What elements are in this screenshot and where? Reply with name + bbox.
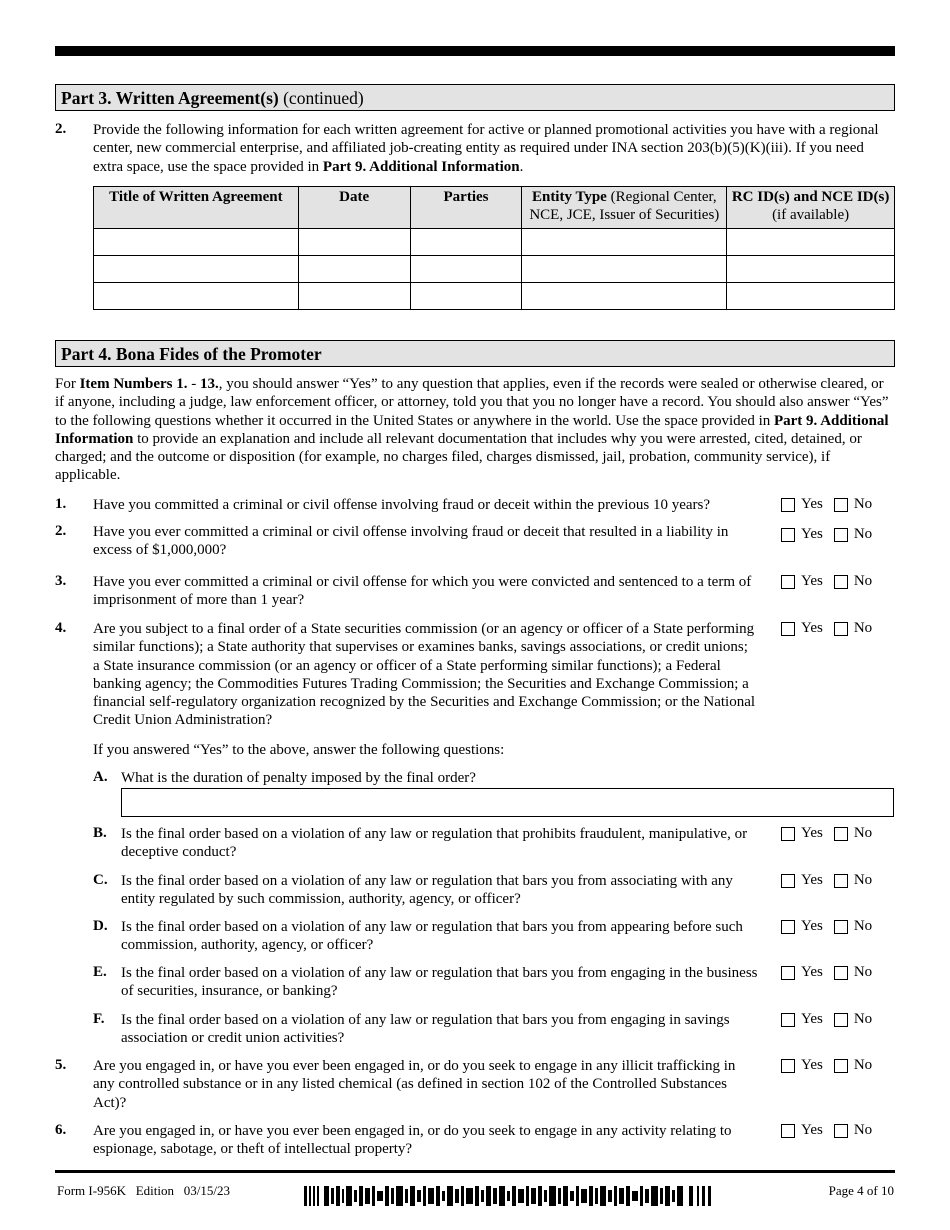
col5-label-rest: (if available) [772,207,850,224]
no-label: No [853,872,873,888]
q4-text: Are you subject to a final order of a State securities commission (or an agency or officer of a State performing similar functions); a State authority that supervises or examines banks, savings associations, or credit unions; a State insurance commission (or an agency or officer of a State performing similar functions); a Federal banking agency; the Commodities Futures Trading Commission; the Securities and Exchange Commission; a financial self-regulatory organization recognized by the Securities and Exchange Commission; or the National Credit Union Administration? [93,621,756,729]
q1-no-checkbox[interactable] [834,498,848,512]
q4e-text: Is the final order based on a violation of any law or regulation that bars you from engaging in the business of securities, insurance, or banking? [121,965,758,1000]
q4f-no-checkbox[interactable] [834,1013,848,1027]
q3-text: Have you ever committed a criminal or civil offense for which you were convicted and sentenced to a term of imprisonment of more than 1 year? [93,574,752,609]
q1-text: Have you committed a criminal or civil offense involving fraud or deceit within the previous 10 years? [93,497,711,513]
col-parties-header [410,187,522,229]
col4-label-bold: Entity Type [531,189,607,205]
q1-yes-checkbox[interactable] [781,498,795,512]
q2-yes-checkbox[interactable] [781,528,795,542]
yes-label: Yes [801,526,823,542]
part3-q2-text-a: Provide the following information for each written agreement for active or planned promotional activities you have with a regional center, new commercial enterprise, and affiliated job-creating entity as required under INA section 203(b)(5)(K)(iii). If you need extra space, use the space provided in [93,122,879,175]
yes-label: Yes [801,1011,823,1027]
no-label: No [853,496,873,512]
form-edition: Form I-956K Edition 03/15/23 [57,1183,230,1198]
q4-number: 4. [55,620,67,636]
table-cell[interactable] [298,282,410,309]
no-label: No [853,825,873,841]
part4-header [55,340,895,367]
q4c-yes-no [781,872,872,889]
q4e-no-checkbox[interactable] [834,966,848,980]
yes-label: Yes [801,1057,823,1073]
q4a-letter: A. [93,769,108,785]
q5-number: 5. [55,1057,67,1073]
q4b-yes-no [781,825,872,842]
intro-b: , you should answer “Yes” to any question that applies, even if the records were sealed or otherwise cleared, or if anyone, including a judge, law enforcement officer, or attorney, told you that you no longer have a record. You should also answer “Yes” to the following questions whether it occurred in the United States or anywhere in the world. Use the space provided in [55,376,889,429]
q2-number: 2. [55,523,67,539]
q6-yes-checkbox[interactable] [781,1124,795,1138]
yes-label: Yes [801,620,823,636]
no-label: No [853,620,873,636]
q4b-text: Is the final order based on a violation of any law or regulation that prohibits fraudulent, manipulative, or deceptive conduct? [121,826,748,861]
table-cell[interactable] [522,255,727,282]
yes-label: Yes [801,1122,823,1138]
table-cell[interactable] [94,228,299,255]
part4-title: Part 4. Bona Fides of the Promoter [61,344,322,364]
q5-text: Are you engaged in, or have you ever been engaged in, or do you seek to engage in any illicit trafficking in any controlled substance or in any listed chemical (as defined in section 102 of the Controlled Substances Act)? [93,1058,736,1111]
q3-no-checkbox[interactable] [834,575,848,589]
q4e-yes-no [781,964,872,981]
penalty-duration-input[interactable] [121,788,894,817]
col-entity-type-header [522,187,727,229]
q4c-yes-checkbox[interactable] [781,874,795,888]
table-row [94,255,895,282]
q5-no-checkbox[interactable] [834,1059,848,1073]
q4f-yes-no [781,1011,872,1028]
yes-label: Yes [801,573,823,589]
q1-number: 1. [55,496,67,512]
yes-label: Yes [801,918,823,934]
col1-label: Title of Written Agreement [109,189,283,205]
table-cell[interactable] [94,282,299,309]
q6-number: 6. [55,1122,67,1138]
q6-no-checkbox[interactable] [834,1124,848,1138]
table-cell[interactable] [298,255,410,282]
q5-yes-no [781,1057,872,1074]
part4-intro [55,375,895,485]
q3-yes-checkbox[interactable] [781,575,795,589]
table-cell[interactable] [94,255,299,282]
table-cell[interactable] [410,255,522,282]
col2-label: Date [339,189,370,205]
table-cell[interactable] [410,228,522,255]
page-number: Page 4 of 10 [828,1183,894,1198]
col4-label-rest: (Regional Center, NCE, JCE, Issuer of Securities) [529,189,720,224]
q4d-yes-no [781,918,872,935]
table-row [94,228,895,255]
table-cell[interactable] [522,228,727,255]
intro-13: 13. [200,376,219,392]
q4f-text: Is the final order based on a violation of any law or regulation that bars you from engaging in savings association or credit union activities? [121,1012,730,1047]
col-date-header [298,187,410,229]
intro-c: to provide an explanation and include all relevant documentation that includes why you were arrested, cited, detained, or charged; and the outcome or disposition (for example, no charges filed, charges dismissed, jail, probation, community service), if applicable. [55,430,862,484]
q4a-text: What is the duration of penalty imposed by the final order? [121,770,476,786]
q6-yes-no [781,1122,872,1139]
no-label: No [853,918,873,934]
q4d-yes-checkbox[interactable] [781,920,795,934]
q3-number: 3. [55,573,67,589]
col-title-header [94,187,299,229]
part3-title: Part 3. Written Agreement(s) [61,88,279,108]
q4f-letter: F. [93,1011,105,1027]
col5-label-bold: RC ID(s) and NCE ID(s) [731,189,890,205]
yes-label: Yes [801,872,823,888]
footer-rule [55,1170,895,1173]
part3-q2-text [93,121,893,176]
q2-no-checkbox[interactable] [834,528,848,542]
q4d-no-checkbox[interactable] [834,920,848,934]
yes-label: Yes [801,496,823,512]
q6-text: Are you engaged in, or have you ever been engaged in, or do you seek to engage in any activity relating to espionage, sabotage, or theft of intellectual property? [93,1123,732,1158]
q4-yes-no [781,620,872,637]
table-cell[interactable] [727,282,895,309]
q4c-letter: C. [93,872,108,888]
part3-q2-text-end: . [519,158,524,175]
no-label: No [853,573,873,589]
q2-yes-no [781,526,872,543]
yes-label: Yes [801,825,823,841]
table-cell[interactable] [410,282,522,309]
intro-items: Item Numbers 1. [79,376,188,392]
part9-reference: Part 9. Additional Information [322,158,520,175]
q3-yes-no [781,573,872,590]
q4b-yes-checkbox[interactable] [781,827,795,841]
written-agreement-table [93,186,895,310]
q4d-letter: D. [93,918,108,934]
q4-yes-checkbox[interactable] [781,622,795,636]
intro-a: For [55,376,80,392]
no-label: No [853,1122,873,1138]
q4b-no-checkbox[interactable] [834,827,848,841]
table-cell[interactable] [727,228,895,255]
table-cell[interactable] [298,228,410,255]
no-label: No [853,1057,873,1073]
q4c-no-checkbox[interactable] [834,874,848,888]
q2-text: Have you ever committed a criminal or civil offense involving fraud or deceit that resulted in a liability in excess of $1,000,000? [93,524,729,559]
part3-q2-number: 2. [55,121,67,137]
table-header-row [94,187,895,229]
intro-part9: Part 9. Additional Information [55,412,889,447]
no-label: No [853,964,873,980]
table-cell[interactable] [522,282,727,309]
intro-dash: - [187,376,200,392]
q4e-yes-checkbox[interactable] [781,966,795,980]
table-row [94,282,895,309]
barcode-icon [304,1186,712,1206]
q4d-text: Is the final order based on a violation of any law or regulation that bars you from appearing before such commission, authority, agency, or officer? [121,919,743,954]
q4f-yes-checkbox[interactable] [781,1013,795,1027]
col3-label: Parties [443,189,489,205]
q4b-letter: B. [93,825,107,841]
q4-no-checkbox[interactable] [834,622,848,636]
col-ids-header [727,187,895,229]
q1-yes-no [781,496,872,513]
q5-yes-checkbox[interactable] [781,1059,795,1073]
no-label: No [853,526,873,542]
q4-followup: If you answered “Yes” to the above, answer the following questions: [93,742,505,758]
yes-label: Yes [801,964,823,980]
no-label: No [853,1011,873,1027]
part3-title-continued: (continued) [278,88,364,108]
q4c-text: Is the final order based on a violation of any law or regulation that bars you from associating with any entity regulated by such commission, authority, agency, or officer? [121,873,733,908]
part3-header [55,84,895,111]
q4e-letter: E. [93,964,107,980]
table-cell[interactable] [727,255,895,282]
top-rule [55,46,895,56]
